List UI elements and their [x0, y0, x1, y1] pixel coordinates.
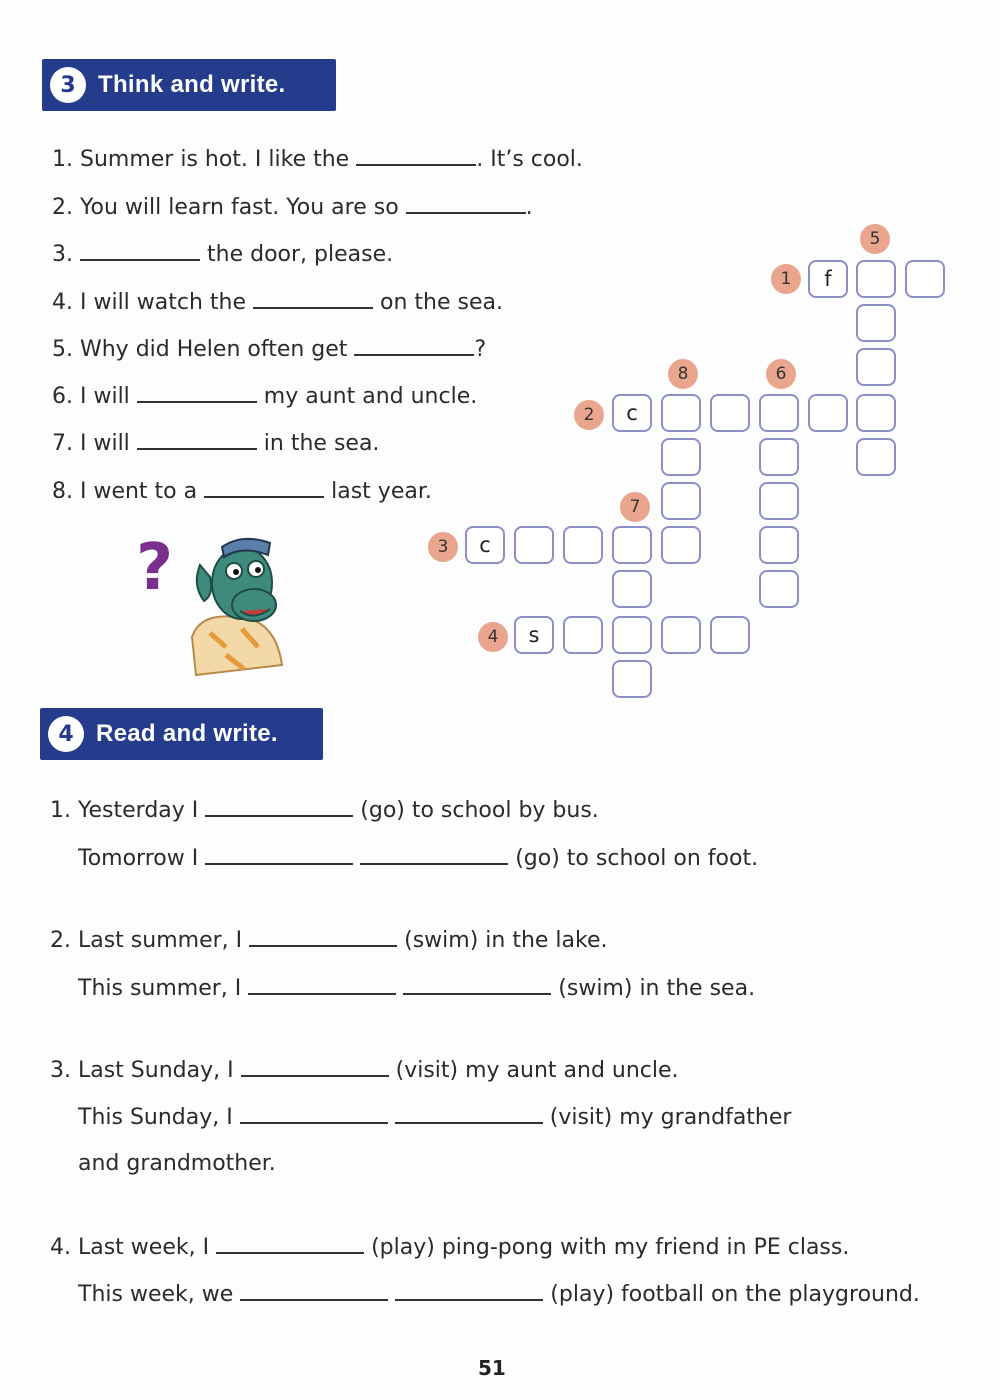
- section-3-banner: [42, 59, 336, 111]
- answer-blank[interactable]: [354, 336, 474, 356]
- given-letter: s: [528, 623, 540, 647]
- answer-blank[interactable]: [205, 797, 353, 817]
- s3-item-6-pre: 6. I will: [52, 384, 130, 409]
- s3-item-3-pre: 3.: [52, 242, 73, 267]
- crossword-cell[interactable]: [905, 260, 945, 298]
- s3-item-8-pre: 8. I went to a: [52, 479, 198, 504]
- clue-number-6: 6: [766, 359, 796, 389]
- crossword-cell[interactable]: [856, 260, 896, 298]
- s3-item-8-post: last year.: [331, 479, 432, 504]
- answer-blank[interactable]: [80, 241, 200, 261]
- clue-number-7: 7: [620, 492, 650, 522]
- s3-item-7-pre: 7. I will: [52, 431, 130, 456]
- hippo-icon: [130, 525, 300, 685]
- crossword-cell[interactable]: [661, 438, 701, 476]
- s3-item-3: [52, 241, 393, 267]
- s4-text: 4. Last week, I: [50, 1235, 210, 1260]
- s3-item-1-post: . It’s cool.: [476, 147, 583, 172]
- crossword-cell[interactable]: [514, 526, 554, 564]
- s4-text: 2. Last summer, I: [50, 928, 243, 953]
- answer-blank[interactable]: [395, 1104, 543, 1124]
- s3-item-2-post: .: [525, 195, 533, 220]
- clue-number-5: 5: [860, 224, 890, 254]
- answer-blank[interactable]: [248, 975, 396, 995]
- crossword-cell[interactable]: [759, 482, 799, 520]
- crossword-cell[interactable]: [661, 482, 701, 520]
- s4-text: 3. Last Sunday, I: [50, 1058, 234, 1083]
- s3-item-4: [52, 289, 503, 315]
- crossword-cell[interactable]: [612, 394, 652, 432]
- answer-blank[interactable]: [403, 975, 551, 995]
- s4-item-3-c: [78, 1151, 276, 1176]
- answer-blank[interactable]: [205, 845, 353, 865]
- s3-item-1: [52, 146, 583, 172]
- s4-text: (play) football on the playground.: [550, 1282, 920, 1307]
- s3-item-4-post: on the sea.: [380, 290, 503, 315]
- answer-blank[interactable]: [204, 478, 324, 498]
- section-4-title: Read and write.: [96, 720, 278, 747]
- answer-blank[interactable]: [240, 1281, 388, 1301]
- s4-text: (visit) my grandfather: [549, 1105, 792, 1130]
- clue-number-1: 1: [771, 264, 801, 294]
- crossword-cell[interactable]: [759, 570, 799, 608]
- s4-item-1-a: [50, 797, 599, 823]
- crossword-cell[interactable]: [759, 394, 799, 432]
- s4-item-1-b: [78, 845, 758, 871]
- crossword-cell[interactable]: [612, 616, 652, 654]
- s4-text: (go) to school on foot.: [515, 846, 759, 871]
- clue-number-4: 4: [478, 622, 508, 652]
- s4-text: (go) to school by bus.: [360, 798, 599, 823]
- given-letter: c: [626, 401, 638, 425]
- crossword-cell[interactable]: [661, 526, 701, 564]
- s4-item-3-b: [78, 1104, 791, 1130]
- crossword-cell[interactable]: [856, 394, 896, 432]
- s4-text: This summer, I: [78, 976, 242, 1001]
- clue-number-3: 3: [428, 532, 458, 562]
- given-letter: f: [824, 267, 832, 291]
- crossword-cell[interactable]: [661, 616, 701, 654]
- crossword-cell[interactable]: [612, 526, 652, 564]
- answer-blank[interactable]: [249, 927, 397, 947]
- answer-blank[interactable]: [395, 1281, 543, 1301]
- s4-item-3-a: [50, 1057, 679, 1083]
- answer-blank[interactable]: [356, 146, 476, 166]
- s4-text: and grandmother.: [78, 1151, 276, 1176]
- s4-text: (swim) in the lake.: [404, 928, 608, 953]
- s3-item-5-pre: 5. Why did Helen often get: [52, 337, 348, 362]
- s3-item-3-post: the door, please.: [207, 242, 394, 267]
- section-3-number: 3: [50, 67, 86, 103]
- answer-blank[interactable]: [240, 1104, 388, 1124]
- crossword-cell[interactable]: [856, 348, 896, 386]
- s4-text: (play) ping-pong with my friend in PE class.: [371, 1235, 850, 1260]
- s4-text: This week, we: [78, 1282, 234, 1307]
- s3-item-4-pre: 4. I will watch the: [52, 290, 247, 315]
- crossword-cell[interactable]: [759, 526, 799, 564]
- s3-item-7: [52, 430, 379, 456]
- s4-item-4-b: [78, 1281, 920, 1307]
- answer-blank[interactable]: [360, 845, 508, 865]
- s3-item-8: [52, 478, 432, 504]
- crossword-cell[interactable]: [563, 616, 603, 654]
- crossword-cell[interactable]: [661, 394, 701, 432]
- page-number: 51: [478, 1356, 506, 1380]
- s3-item-5: [52, 336, 486, 362]
- answer-blank[interactable]: [241, 1057, 389, 1077]
- question-mark-icon: ?: [136, 531, 174, 605]
- s4-text: Tomorrow I: [78, 846, 199, 871]
- answer-blank[interactable]: [253, 289, 373, 309]
- crossword-cell[interactable]: [759, 438, 799, 476]
- crossword-cell[interactable]: [612, 660, 652, 698]
- answer-blank[interactable]: [137, 383, 257, 403]
- mascot-illustration: [130, 525, 300, 685]
- s4-text: This Sunday, I: [78, 1105, 233, 1130]
- crossword-cell[interactable]: [808, 260, 848, 298]
- s3-item-6: [52, 383, 477, 409]
- crossword-cell[interactable]: [563, 526, 603, 564]
- s4-text: 1. Yesterday I: [50, 798, 199, 823]
- s4-item-4-a: [50, 1234, 849, 1260]
- crossword-cell[interactable]: [808, 394, 848, 432]
- s3-item-1-pre: 1. Summer is hot. I like the: [52, 147, 350, 172]
- s3-item-2-pre: 2. You will learn fast. You are so: [52, 195, 399, 220]
- s3-item-2: [52, 194, 533, 220]
- s4-text: (visit) my aunt and uncle.: [395, 1058, 679, 1083]
- answer-blank[interactable]: [137, 430, 257, 450]
- section-4-number: 4: [48, 716, 84, 752]
- crossword-cell[interactable]: [465, 526, 505, 564]
- crossword-cell[interactable]: [710, 394, 750, 432]
- crossword-cell[interactable]: [514, 616, 554, 654]
- clue-number-8: 8: [668, 359, 698, 389]
- section-3-title: Think and write.: [98, 71, 286, 98]
- crossword-cell[interactable]: [710, 616, 750, 654]
- crossword-cell[interactable]: [612, 570, 652, 608]
- answer-blank[interactable]: [216, 1234, 364, 1254]
- crossword-cell[interactable]: [856, 304, 896, 342]
- section-4-banner: [40, 708, 323, 760]
- s3-item-5-post: ?: [474, 337, 487, 362]
- given-letter: c: [479, 533, 491, 557]
- s4-item-2-a: [50, 927, 608, 953]
- answer-blank[interactable]: [406, 194, 526, 214]
- s4-text: (swim) in the sea.: [558, 976, 756, 1001]
- crossword-cell[interactable]: [856, 438, 896, 476]
- s3-item-7-post: in the sea.: [263, 431, 380, 456]
- clue-number-2: 2: [574, 400, 604, 430]
- s3-item-6-post: my aunt and uncle.: [263, 384, 478, 409]
- s4-item-2-b: [78, 975, 755, 1001]
